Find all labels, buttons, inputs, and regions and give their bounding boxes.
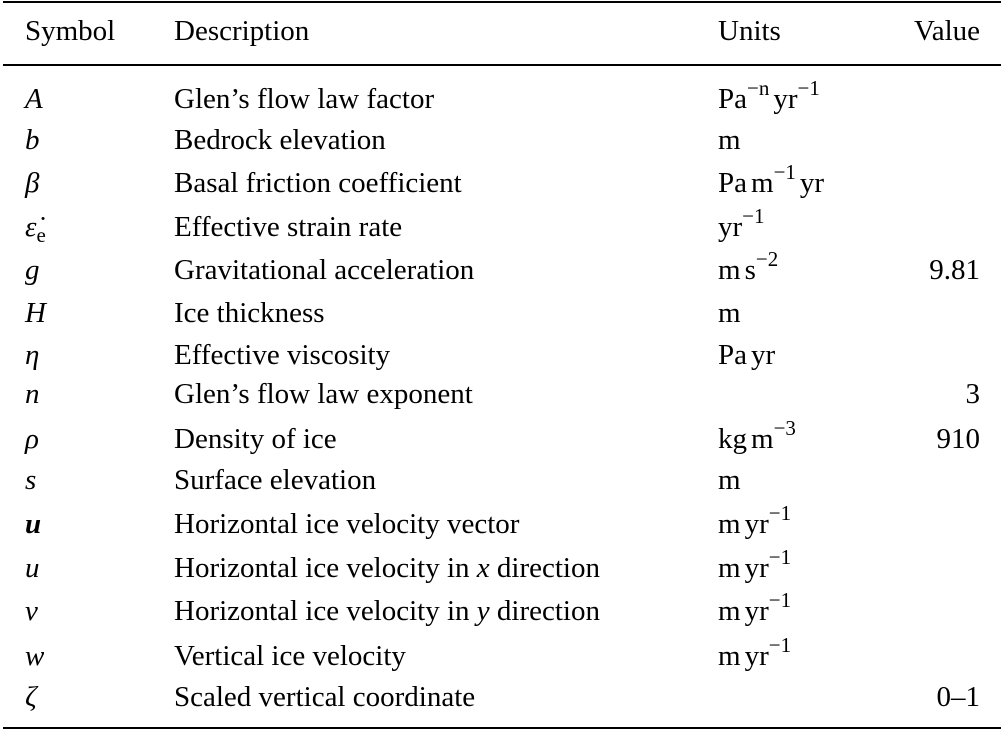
superscript: −1 [768,545,792,569]
superscript: −1 [768,633,792,657]
description-cell: Surface elevation [174,464,377,496]
symbol-cell: ρ [25,423,39,455]
description-cell: Effective viscosity [174,339,391,371]
units-cell: m $yr^{-1}$ [718,545,792,584]
table-row [0,501,1004,544]
table-row [0,374,1004,414]
superscript: −1 [768,501,792,525]
units-cell: m [718,297,741,329]
value-cell: 9.81 [929,254,980,286]
description-cell: Ice thickness [174,297,325,329]
table-row [0,633,1004,676]
symbol-cell: A [25,83,43,115]
table-row [0,545,1004,588]
description-cell: Basal friction coefficient [174,167,462,199]
header-units: Units [718,15,781,47]
bottom-rule [3,727,1001,729]
units-cell: m [718,464,741,496]
description-cell: Scaled vertical coordinate [174,681,476,713]
table-row [0,160,1004,203]
value-cell: 0–1 [936,681,980,713]
header-description: Description [174,15,310,47]
description-cell: Bedrock elevation [174,124,386,156]
symbol-cell: b [25,124,40,156]
description-cell: Vertical ice velocity [174,640,406,672]
subscript: e [36,223,46,247]
units-cell: Pa $m^{-1}$ yr [718,160,825,199]
value-cell: 910 [936,423,980,455]
table-row [0,204,1004,247]
symbol-cell: v [25,595,38,627]
table-row [0,416,1004,459]
description-cell: Horizontal ice velocity in x direction [174,552,600,584]
symbol-cell: β [25,167,40,199]
units-cell: m [718,124,741,156]
math-variable: y [476,595,490,627]
symbol-cell: w [25,640,45,672]
units-cell: m $yr^{-1}$ [718,588,792,627]
header-symbol: Symbol [25,15,116,47]
symbol-cell: η [25,339,40,371]
description-cell: Glen’s flow law factor [174,83,435,115]
superscript: −1 [773,160,796,184]
superscript: −1 [742,204,765,228]
header-value: Value [913,15,980,47]
table-row [0,247,1004,290]
description-cell: Effective strain rate [174,211,403,243]
description-cell: Density of ice [174,423,337,455]
symbol-cell: $\varepsiloṅ_e$ [25,211,46,247]
symbol-cell: s [25,464,37,496]
units-cell: $Pa^{-n}$ $yr^{-1}$ [718,76,820,115]
units-cell: kg $m^{-3}$ [718,416,796,455]
description-cell: Horizontal ice velocity in y direction [174,595,600,627]
superscript: −3 [773,416,796,440]
table-row [0,293,1004,333]
superscript: −n [747,76,770,100]
math-variable: x [476,552,490,584]
top-rule [3,1,1001,3]
symbol-cell: H [25,297,46,329]
units-cell: m $s^{-2}$ [718,247,779,286]
description-cell: Glen’s flow law exponent [174,378,473,410]
symbol-cell: g [25,254,40,286]
description-cell: Horizontal ice velocity vector [174,508,520,540]
table-row [0,460,1004,500]
symbol-cell: n [25,378,40,410]
symbol-cell: u [25,552,40,584]
table-row [0,335,1004,375]
superscript: −2 [755,247,779,271]
value-cell: 3 [965,378,980,410]
superscript: −1 [797,76,820,100]
table-row [0,76,1004,119]
table-row [0,120,1004,160]
units-cell: $yr^{-1}$ [718,204,765,243]
superscript: −1 [768,588,792,612]
units-cell: m $yr^{-1}$ [718,633,792,672]
units-cell: Pa yr [718,339,776,371]
table-header-row [0,11,1004,51]
symbol-cell: u [25,508,42,540]
header-rule [3,64,1001,66]
symbol-cell: ζ [25,681,37,713]
table-row [0,677,1004,717]
units-cell: m $yr^{-1}$ [718,501,792,540]
description-cell: Gravitational acceleration [174,254,475,286]
table-row [0,588,1004,631]
